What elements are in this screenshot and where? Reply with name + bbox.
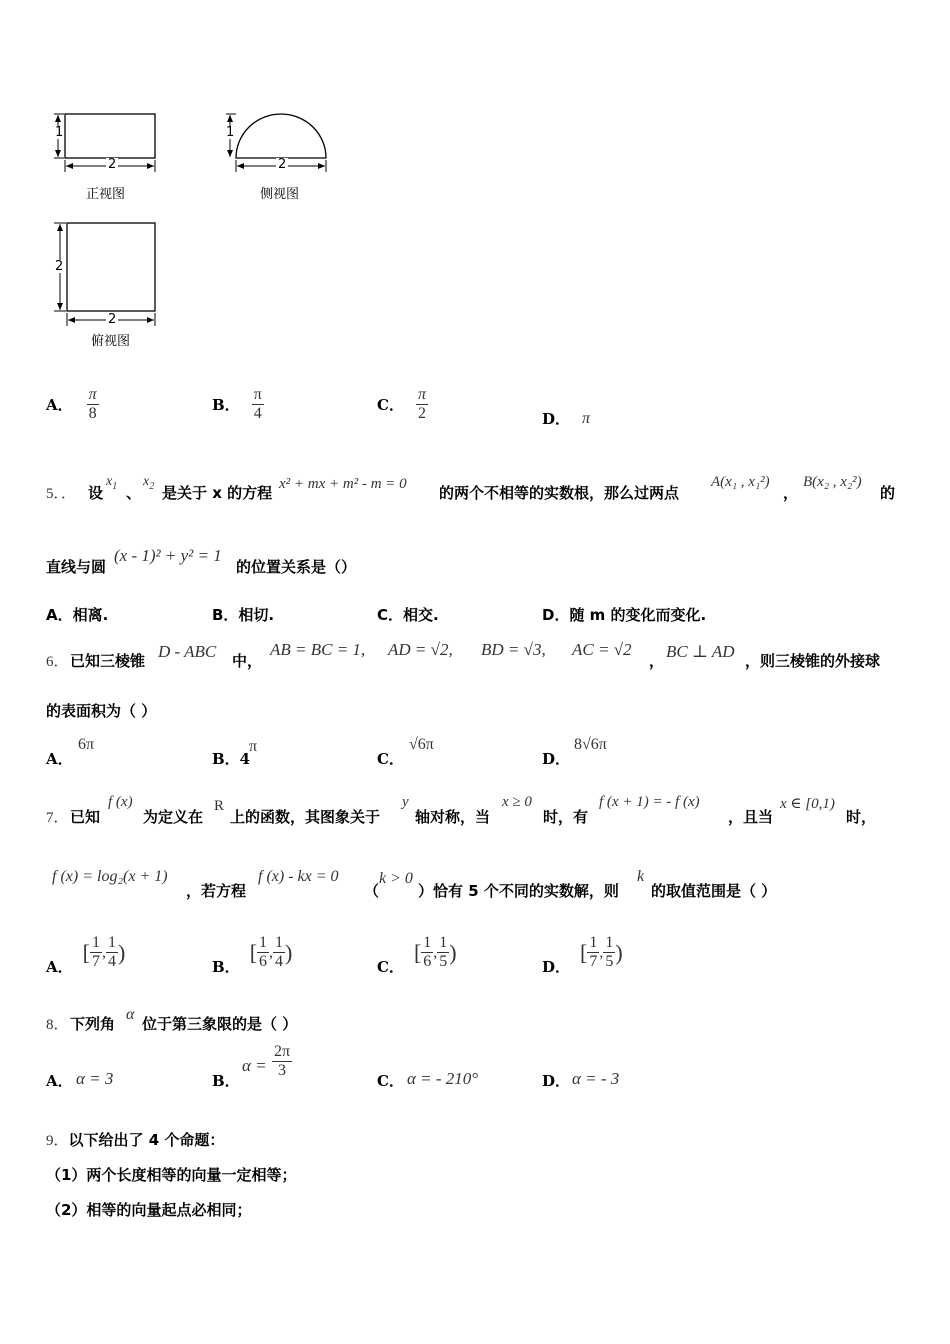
fraction: $\frac{\pi}{8}$ — [88, 386, 97, 422]
point-a: A(x₁ , x₁²) — [711, 474, 770, 490]
front-view-caption: 正视图 — [86, 187, 126, 202]
side-view-caption: 侧视图 — [260, 187, 300, 202]
q6-option-d[interactable]: D． 8√6π — [542, 736, 607, 768]
q5-option-a[interactable]: A．相离. — [46, 606, 109, 624]
q8-line1: 8． 下列角 α 位于第三象限的是（ ） — [46, 1006, 298, 1033]
fraction: $\frac{1}{6}$ — [423, 934, 432, 970]
q5-option-b[interactable]: B．相切. — [212, 606, 275, 624]
q5-option-d[interactable]: D．随 m 的变化而变化. — [542, 606, 707, 624]
q6-option-c[interactable]: C． √6π — [377, 736, 434, 768]
front-view — [54, 114, 155, 172]
q6-line1: 6． 已知三棱锥 D - ABC 中， AB = BC = 1, AD = √2, BD = √3, AC = √2 ， BC ⊥ AD ，则三棱锥的外接球 — [46, 640, 881, 670]
q8-options — [46, 1042, 916, 1092]
fraction: $\frac{1}{5}$ — [605, 934, 614, 970]
fraction: $\frac{1}{6}$ — [259, 934, 268, 970]
front-height-label: 1 — [55, 125, 64, 140]
circle-equation: (x - 1)² + y² = 1 — [114, 546, 222, 565]
q7-option-a[interactable]: A． [ $\frac{1}{7}$ , $\frac{1}{4}$ ) — [46, 934, 126, 976]
q4-option-c[interactable]: C． $\frac{\pi}{2}$ — [377, 386, 426, 422]
q8-option-b[interactable]: B． α = $\frac{2\pi}{3}$ — [212, 1043, 291, 1090]
q7-line2: f (x) = log₂(x + 1) ，若方程 f (x) - kx = 0 （ k > 0 ）恰有 5 个不同的实数解，则 k 的取值范围是（ ） — [52, 868, 777, 900]
q8-option-c[interactable]: C． α = - 210° — [377, 1069, 479, 1090]
front-width-label: 2 — [108, 157, 117, 172]
top-view-caption: 俯视图 — [91, 334, 131, 349]
q5-line1: 5．． 设 $x_1$ 、 $x_2$ 是关于 x 的方程 x² + mx + m² - m = 0 的两个不相等的实数根，那么过两点 A(x₁ , x₁²) ， B(x₂ , x₂²) 的 — [46, 474, 896, 502]
side-width-label: 2 — [278, 157, 287, 172]
side-height-label: 1 — [226, 125, 235, 140]
q9-proposition-1: （1）两个长度相等的向量一定相等； — [46, 1166, 297, 1184]
fraction: $\frac{1}{4}$ — [275, 934, 284, 970]
fraction: $\frac{1}{5}$ — [439, 934, 448, 970]
top-width-label: 2 — [108, 312, 117, 327]
fraction: $\frac{1}{7}$ — [589, 934, 598, 970]
q5-line2: 直线与圆 (x - 1)² + y² = 1 的位置关系是（） — [46, 546, 357, 576]
q6-line2: 的表面积为（ ） — [46, 702, 157, 720]
q7-option-d[interactable]: D． [ $\frac{1}{7}$ , $\frac{1}{5}$ ) — [542, 934, 623, 976]
q4-option-b[interactable]: B． $\frac{\pi}{4}$ — [212, 386, 262, 422]
q7-line1: 7． 已知 f (x) 为定义在 R 上的函数，其图象关于 y 轴对称，当 x ≥ 0 时，有 f (x + 1) = - f (x) ，且当 x ∈ [0,1) 时， — [46, 794, 877, 826]
q8-option-d[interactable]: D． α = - 3 — [542, 1069, 620, 1090]
three-view-figures — [40, 100, 360, 360]
q6-option-b[interactable]: B．4 π — [212, 738, 258, 768]
q5-option-c[interactable]: C．相交. — [377, 606, 439, 624]
q9-line1: 9．以下给出了 4 个命题： — [46, 1131, 225, 1149]
q6-option-a[interactable]: A． 6π — [46, 736, 95, 768]
q5-equation: x² + mx + m² - m = 0 — [279, 476, 407, 492]
q8-option-a[interactable]: A． α = 3 — [46, 1069, 114, 1090]
q7-option-c[interactable]: C． [ $\frac{1}{6}$ , $\frac{1}{5}$ ) — [377, 934, 457, 976]
fraction: $\frac{2\pi}{3}$ — [274, 1043, 291, 1079]
top-view — [54, 223, 155, 326]
point-b: B(x₂ , x₂²) — [803, 474, 862, 490]
q9-proposition-2: （2）相等的向量起点必相同； — [46, 1201, 252, 1219]
q7-option-b[interactable]: B． [ $\frac{1}{6}$ , $\frac{1}{4}$ ) — [212, 934, 293, 976]
q4-option-d[interactable]: D． π — [542, 409, 591, 428]
q6-options — [46, 736, 916, 766]
fraction: $\frac{\pi}{4}$ — [253, 386, 262, 422]
q4-option-a[interactable]: A． $\frac{\pi}{8}$ — [46, 386, 97, 422]
fraction: $\frac{1}{7}$ — [91, 934, 100, 970]
fraction: $\frac{\pi}{2}$ — [417, 386, 426, 422]
fraction: $\frac{1}{4}$ — [107, 934, 116, 970]
top-height-label: 2 — [55, 259, 64, 274]
